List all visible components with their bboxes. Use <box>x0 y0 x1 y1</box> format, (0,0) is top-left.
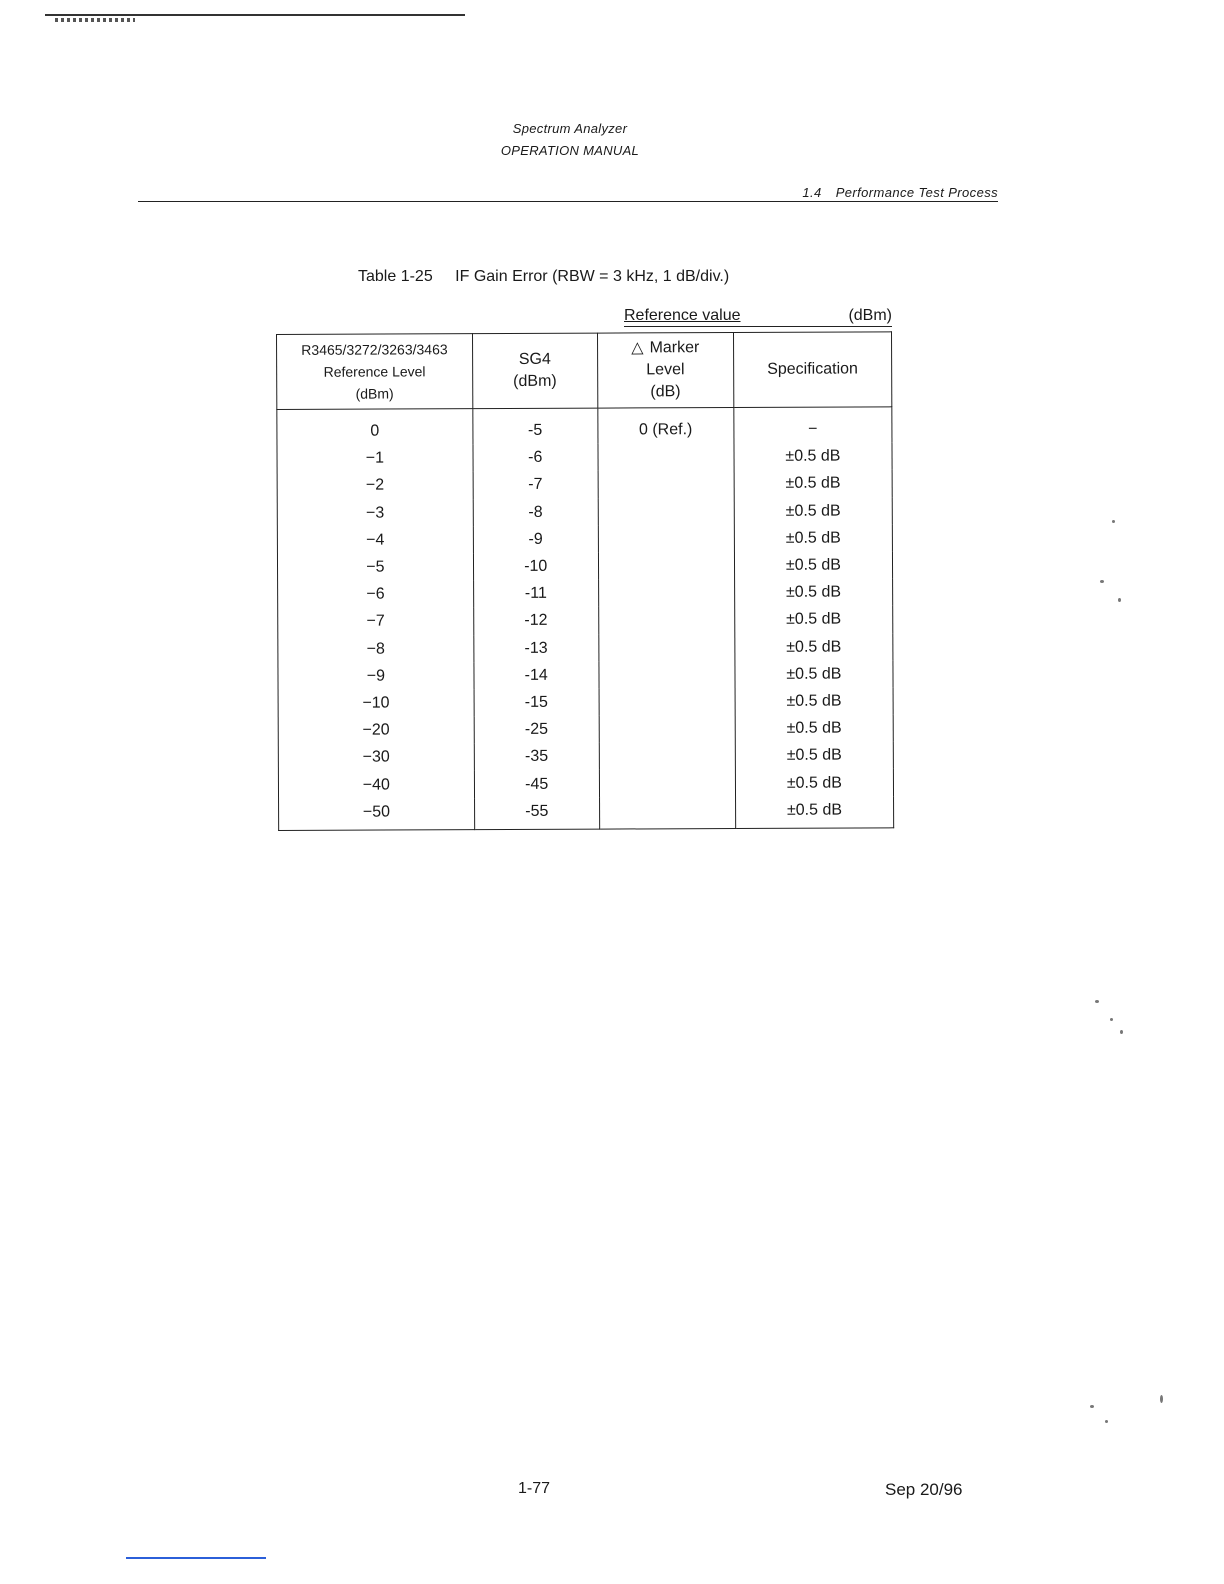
if-gain-error-table <box>276 331 894 830</box>
scan-speck <box>1112 520 1115 523</box>
cell-reference-level: −1 <box>277 444 473 472</box>
cell-reference-level: 0 <box>277 409 473 446</box>
cell-marker-level: 0 (Ref.) <box>598 408 734 444</box>
scan-edge-noise <box>55 18 135 22</box>
cell-sg4-level: -25 <box>474 716 599 744</box>
reference-value-line <box>624 307 892 327</box>
column-header-reference-level: R3465/3272/3263/3463 Reference Level (dBm) <box>277 334 473 410</box>
scan-speck <box>1120 1030 1123 1034</box>
cell-specification: ±0.5 dB <box>735 769 893 797</box>
document-header <box>0 118 1140 162</box>
cell-reference-level: −20 <box>278 716 474 744</box>
table-row <box>277 407 892 445</box>
table-row <box>277 524 892 554</box>
cell-sg4-level: -11 <box>473 580 598 608</box>
cell-marker-level <box>599 797 735 829</box>
cell-specification: ±0.5 dB <box>735 687 893 715</box>
scan-speck <box>1090 1405 1094 1408</box>
cell-marker-level <box>598 498 734 526</box>
table-header-row <box>277 332 892 410</box>
cell-sg4-level: -10 <box>473 553 598 581</box>
cell-specification: ±0.5 dB <box>734 606 892 634</box>
cell-specification: ±0.5 dB <box>734 524 892 552</box>
cell-sg4-level: -5 <box>473 408 598 444</box>
table-row <box>278 714 893 744</box>
cell-reference-level: −50 <box>279 798 475 831</box>
section-title: Performance Test Process <box>835 185 998 200</box>
cell-specification: ±0.5 dB <box>734 443 892 471</box>
cell-specification: ±0.5 dB <box>735 796 893 828</box>
table-row <box>278 687 893 717</box>
cell-reference-level: −10 <box>278 689 474 717</box>
cell-sg4-level: -8 <box>473 498 598 526</box>
cell-specification: − <box>734 407 892 443</box>
table-caption-number: Table 1-25 <box>358 268 433 285</box>
cell-marker-level <box>598 525 734 553</box>
bottom-edge-line <box>126 1557 266 1559</box>
cell-marker-level <box>598 606 734 634</box>
page-number: 1-77 <box>518 1480 551 1497</box>
column-header-sg4: SG4 (dBm) <box>472 333 597 409</box>
cell-sg4-level: -7 <box>473 471 598 499</box>
cell-reference-level: −5 <box>277 553 473 581</box>
cell-sg4-level: -12 <box>473 607 598 635</box>
table-row <box>277 497 892 527</box>
cell-marker-level <box>598 552 734 580</box>
reference-value-unit: (dBm) <box>848 307 892 324</box>
table-row <box>277 470 892 500</box>
column-header-marker-level: △ Marker Level (dB) <box>597 333 733 409</box>
triangle-delta-icon: △ <box>631 339 644 357</box>
cell-reference-level: −4 <box>277 526 473 554</box>
cell-marker-level <box>599 634 735 662</box>
table-row <box>277 551 892 581</box>
cell-marker-level <box>598 470 734 498</box>
cell-reference-level: −3 <box>277 499 473 527</box>
table-body <box>277 407 894 830</box>
cell-marker-level <box>599 742 735 770</box>
scan-speck <box>1110 1018 1113 1021</box>
table-row <box>278 633 893 663</box>
cell-sg4-level: -45 <box>474 770 599 798</box>
column-header-specification: Specification <box>733 332 892 408</box>
table-row <box>278 606 893 636</box>
scan-speck <box>1105 1420 1108 1423</box>
cell-sg4-level: -14 <box>474 661 599 689</box>
table-row <box>278 769 893 799</box>
cell-reference-level: −40 <box>278 771 474 799</box>
cell-specification: ±0.5 dB <box>735 742 893 770</box>
scan-speck <box>1100 580 1104 583</box>
table-row <box>279 796 894 830</box>
header-title-line2: OPERATION MANUAL <box>500 143 640 158</box>
cell-specification: ±0.5 dB <box>734 578 892 606</box>
cell-specification: ±0.5 dB <box>735 633 893 661</box>
header-divider <box>138 201 998 202</box>
table-caption <box>358 268 729 286</box>
cell-marker-level <box>598 443 734 471</box>
table-row <box>278 578 893 608</box>
scan-speck <box>1095 1000 1099 1003</box>
cell-reference-level: −30 <box>278 743 474 771</box>
cell-marker-level <box>599 769 735 797</box>
table-row <box>277 443 892 473</box>
cell-specification: ±0.5 dB <box>734 551 892 579</box>
cell-specification: ±0.5 dB <box>735 660 893 688</box>
cell-marker-level <box>599 688 735 716</box>
cell-marker-level <box>599 715 735 743</box>
cell-sg4-level: -55 <box>474 797 599 829</box>
cell-reference-level: −7 <box>278 607 474 635</box>
cell-reference-level: −2 <box>277 472 473 500</box>
table-row <box>278 742 893 772</box>
table-row <box>278 660 893 690</box>
scan-speck <box>1118 598 1121 602</box>
cell-sg4-level: -15 <box>474 688 599 716</box>
header-title-line1: Spectrum Analyzer <box>512 121 628 136</box>
cell-reference-level: −9 <box>278 662 474 690</box>
cell-specification: ±0.5 dB <box>734 470 892 498</box>
cell-specification: ±0.5 dB <box>734 497 892 525</box>
cell-reference-level: −6 <box>278 580 474 608</box>
cell-specification: ±0.5 dB <box>735 714 893 742</box>
reference-value-label: Reference value <box>624 307 741 324</box>
section-number: 1.4 <box>802 185 822 200</box>
scan-speck <box>1160 1395 1163 1403</box>
revision-date: Sep 20/96 <box>885 1480 963 1499</box>
cell-marker-level <box>599 661 735 689</box>
cell-sg4-level: -9 <box>473 525 598 553</box>
section-label <box>802 185 998 200</box>
cell-marker-level <box>598 579 734 607</box>
table-caption-title: IF Gain Error (RBW = 3 kHz, 1 dB/div.) <box>455 268 730 285</box>
cell-sg4-level: -13 <box>474 634 599 662</box>
cell-sg4-level: -6 <box>473 444 598 472</box>
cell-reference-level: −8 <box>278 635 474 663</box>
cell-sg4-level: -35 <box>474 743 599 771</box>
scan-edge-mark <box>45 14 465 16</box>
